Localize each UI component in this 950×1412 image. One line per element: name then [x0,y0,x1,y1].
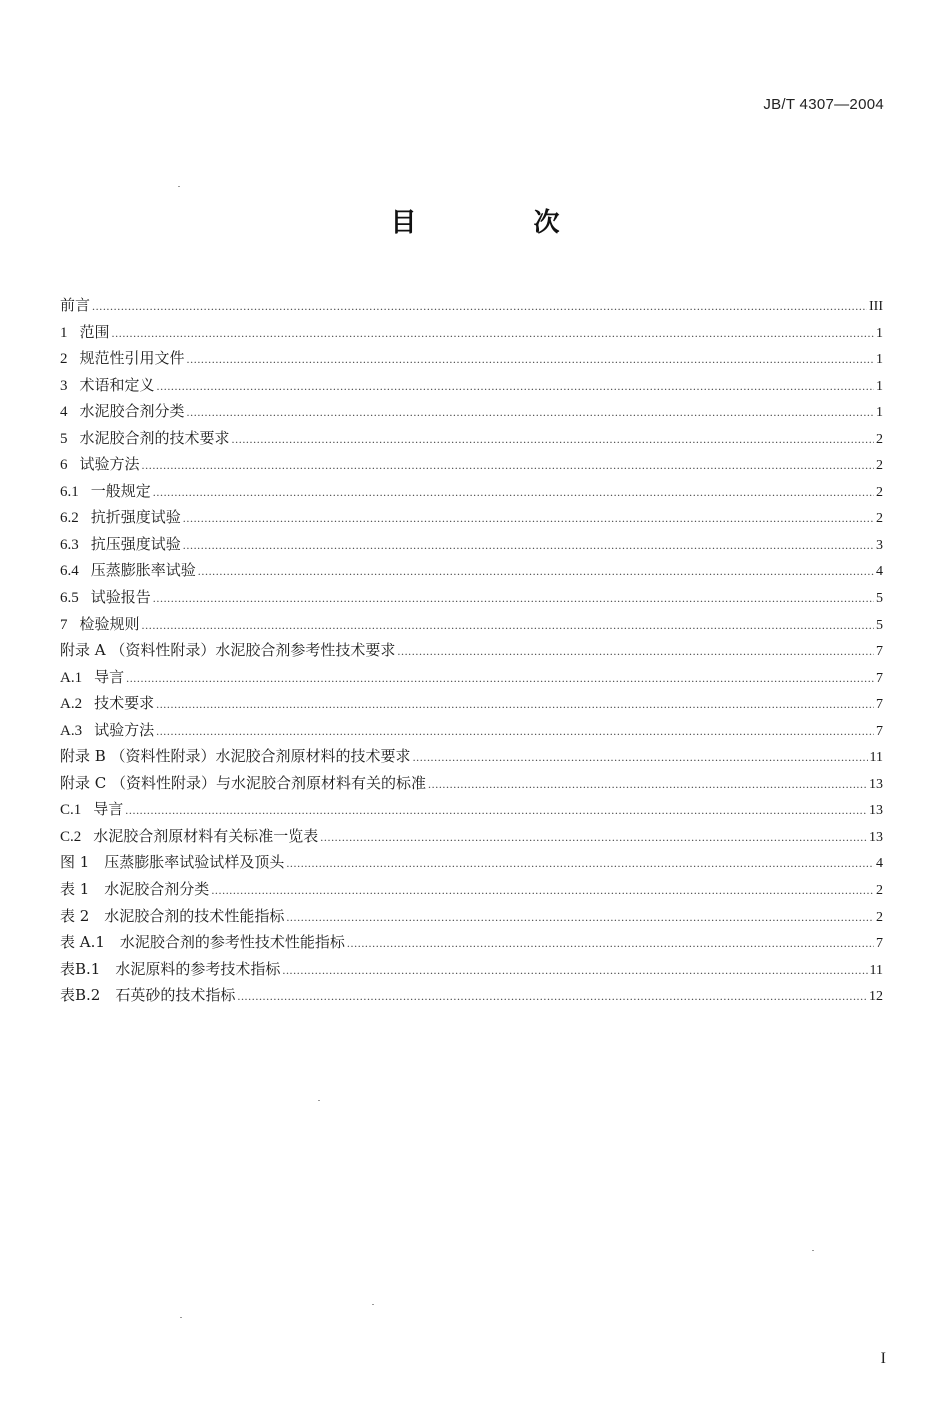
toc-entry-label: 附录 B （资料性附录）水泥胶合剂原材料的技术要求 [60,747,411,766]
toc-entry[interactable] [60,717,883,744]
toc-entry-number: 6.2 [60,510,79,527]
toc-entry-label: 术语和定义 [79,375,155,394]
toc-entry-label: 技术要求 [94,694,155,713]
toc-entry-page: III [869,299,883,314]
toc-entry-label: 水泥胶合剂分类 [79,402,185,421]
toc-leader-dots [142,612,874,639]
toc-entry[interactable] [60,637,883,664]
toc-entry-label: 导言 [93,800,124,819]
toc-leader-dots [142,452,874,479]
toc-entry-page: 1 [876,405,883,421]
toc-entry-label: 试验方法 [79,455,140,474]
table-of-contents [60,292,883,1009]
toc-entry-title [60,876,209,903]
toc-entry-label: 试验方法 [94,720,155,739]
toc-entry-title [60,345,185,373]
toc-entry-label: 抗折强度试验 [90,508,181,527]
toc-entry-page: 13 [869,776,883,792]
toc-entry-page: 1 [876,378,883,394]
toc-entry[interactable] [60,425,883,452]
toc-entry-title [60,584,151,612]
toc-leader-dots [126,665,874,692]
toc-entry-page: 7 [876,697,883,713]
toc-entry-number: A.2 [60,696,83,713]
toc-entry-label: 表 2 水泥胶合剂的技术性能指标 [60,906,285,925]
toc-entry[interactable] [60,876,883,903]
toc-entry-title [60,637,395,664]
toc-entry-title [60,451,140,479]
toc-entry-number: 2 [60,351,68,368]
toc-entry-page: 2 [876,909,883,925]
toc-entry[interactable] [60,478,883,505]
toc-entry-page: 4 [876,856,883,872]
toc-entry[interactable] [60,664,883,691]
toc-entry-number: A.3 [60,722,83,739]
toc-entry[interactable] [60,903,883,930]
toc-entry-title [60,849,284,876]
toc-entry-page: 13 [869,803,883,819]
toc-entry-title [60,956,280,983]
toc-entry-label: 规范性引用文件 [79,349,185,368]
page-number: I [880,1350,886,1367]
toc-entry-label: 水泥胶合剂原材料有关标准一览表 [93,826,319,845]
toc-leader-dots [397,638,874,665]
toc-entry[interactable] [60,584,883,611]
toc-entry-page: 7 [876,723,883,739]
toc-leader-dots [286,850,874,877]
toc-entry-label: 试验报告 [90,588,151,607]
toc-entry-page: 5 [876,617,883,633]
toc-leader-dots [156,718,874,745]
toc-entry[interactable] [60,743,883,770]
toc-entry[interactable] [60,531,883,558]
toc-entry-page: 7 [876,936,883,952]
scan-speck [180,1317,182,1318]
toc-entry[interactable] [60,611,883,638]
toc-leader-dots [183,532,874,559]
toc-entry[interactable] [60,292,883,319]
toc-leader-dots [153,585,874,612]
toc-entry[interactable] [60,956,883,983]
toc-entry-title [60,611,140,639]
toc-leader-dots [320,824,867,851]
toc-entry-number: 7 [60,616,68,633]
toc-entry-title [60,770,426,797]
toc-entry-label: 图 1 压蒸膨胀率试验试样及顶头 [60,853,285,872]
toc-entry-title [60,743,411,770]
toc-entry-page: 11 [869,750,883,766]
toc-entry-number: C.2 [60,828,82,845]
toc-entry[interactable] [60,982,883,1009]
toc-entry[interactable] [60,770,883,797]
toc-entry-label: 附录 C （资料性附录）与水泥胶合剂原材料有关的标准 [60,773,427,792]
scan-speck [318,1100,320,1101]
toc-entry[interactable] [60,345,883,372]
toc-entry-title [60,690,154,718]
toc-leader-dots [413,744,868,771]
toc-entry[interactable] [60,557,883,584]
toc-entry-label: 表B.2 石英砂的技术指标 [60,986,236,1005]
toc-entry[interactable] [60,319,883,346]
toc-entry-label: 前言 [60,296,91,314]
toc-leader-dots [156,691,874,718]
toc-entry-title [60,823,318,851]
toc-entry-title [60,292,90,319]
toc-entry-label: 水泥胶合剂的技术要求 [79,428,230,447]
toc-leader-dots [183,505,874,532]
toc-entry-page: 12 [869,989,883,1005]
toc-leader-dots [153,479,874,506]
toc-entry-label: 抗压强度试验 [90,534,181,553]
toc-entry-title [60,398,185,426]
toc-entry-page: 3 [876,537,883,553]
toc-entry-title [60,425,230,453]
toc-entry-number: A.1 [60,669,83,686]
toc-entry-page: 2 [876,511,883,527]
toc-leader-dots [187,346,874,373]
toc-entry-title [60,903,284,930]
toc-entry[interactable] [60,372,883,399]
toc-entry-title [60,796,123,824]
toc-entry[interactable] [60,929,883,956]
toc-leader-dots [157,373,874,400]
toc-entry-title [60,982,235,1009]
scan-speck [372,1304,374,1305]
toc-entry[interactable] [60,504,883,531]
toc-entry-page: 4 [876,564,883,580]
toc-entry-title [60,929,345,956]
toc-leader-dots [347,930,874,957]
toc-entry-title [60,504,181,532]
page-title: 目 次 [390,208,614,238]
toc-entry-number: 6.4 [60,563,79,580]
standard-code: JB/T 4307—2004 [763,96,884,113]
toc-entry-page: 2 [876,484,883,500]
toc-leader-dots [232,426,874,453]
toc-leader-dots [428,771,867,798]
toc-entry-label: 一般规定 [90,481,151,500]
toc-leader-dots [198,558,874,585]
toc-leader-dots [187,399,874,426]
toc-entry-page: 2 [876,458,883,474]
toc-entry-page: 1 [876,325,883,341]
toc-entry-title [60,478,151,506]
toc-entry-number: 6.3 [60,536,79,553]
toc-entry-number: 6 [60,457,68,474]
toc-entry-page: 7 [876,670,883,686]
toc-entry-title [60,717,154,745]
toc-entry-page: 5 [876,591,883,607]
toc-entry[interactable] [60,398,883,425]
scan-speck [178,186,180,187]
toc-leader-dots [211,877,874,904]
toc-entry-number: C.1 [60,802,82,819]
toc-entry-page: 2 [876,883,883,899]
toc-entry-number: 4 [60,404,68,421]
toc-leader-dots [112,320,874,347]
toc-entry-label: 附录 A （资料性附录）水泥胶合剂参考性技术要求 [60,641,396,660]
toc-leader-dots [237,983,867,1010]
toc-entry-title [60,664,124,692]
toc-entry[interactable] [60,690,883,717]
toc-entry-label: 压蒸膨胀率试验 [90,561,196,580]
toc-entry-label: 表 1 水泥胶合剂分类 [60,880,210,899]
scan-speck [812,1250,814,1251]
toc-entry-title [60,372,155,400]
toc-entry-label: 范围 [79,322,110,341]
toc-entry-title [60,319,110,347]
toc-entry-label: 检验规则 [79,614,140,633]
toc-entry[interactable] [60,796,883,823]
toc-entry[interactable] [60,451,883,478]
toc-entry-number: 6.1 [60,483,79,500]
toc-entry[interactable] [60,849,883,876]
toc-entry-page: 13 [869,829,883,845]
toc-entry-page: 2 [876,431,883,447]
toc-leader-dots [92,293,867,320]
toc-entry-title [60,557,196,585]
toc-entry-number: 6.5 [60,590,79,607]
toc-entry[interactable] [60,823,883,850]
toc-entry-label: 导言 [94,667,125,686]
toc-entry-label: 表 A.1 水泥胶合剂的参考性技术性能指标 [60,933,345,952]
toc-entry-number: 1 [60,324,68,341]
toc-leader-dots [125,797,867,824]
toc-entry-page: 11 [869,962,883,978]
toc-entry-label: 表B.1 水泥原料的参考技术指标 [60,959,281,978]
toc-entry-number: 3 [60,377,68,394]
toc-leader-dots [282,957,867,984]
toc-entry-title [60,531,181,559]
toc-leader-dots [286,904,874,931]
toc-entry-page: 7 [876,644,883,660]
toc-entry-number: 5 [60,430,68,447]
toc-entry-page: 1 [876,352,883,368]
